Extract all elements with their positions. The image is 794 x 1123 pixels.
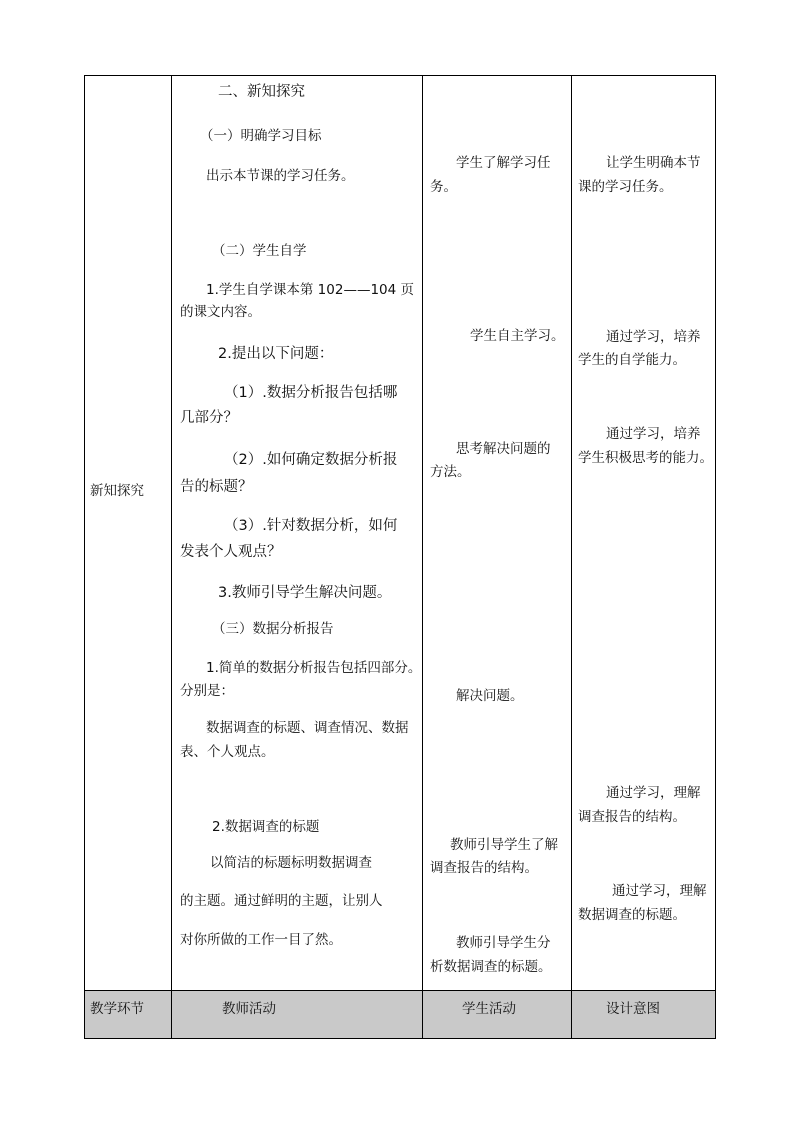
- part1-title: （一）明确学习目标: [200, 128, 322, 144]
- table-col-divider-2: [422, 75, 423, 1039]
- part3-item1-line2: 分别是：: [180, 683, 234, 699]
- part2-title: （二）学生自学: [212, 243, 307, 259]
- student-5-line2: 调查报告的结构。: [430, 860, 538, 876]
- header-teaching-stage: 教学环节: [90, 1001, 144, 1017]
- part3-item1-line4: 表、个人观点。: [180, 744, 275, 760]
- table-col-divider-1: [171, 75, 172, 1039]
- part2-item1-line2: 的课文内容。: [180, 304, 261, 320]
- question-3-line1: （3）.针对数据分析，如何: [224, 518, 398, 534]
- part3-item2-line2: 的主题。通过鲜明的主题，让别人: [180, 893, 383, 909]
- table-right-border: [715, 75, 716, 1039]
- part1-text: 出示本节课的学习任务。: [206, 168, 355, 184]
- part3-item2-line3: 对你所做的工作一目了然。: [180, 932, 342, 948]
- design-1-line1: 让学生明确本节: [606, 155, 701, 171]
- table-left-border: [84, 75, 85, 1039]
- student-5-line1: 教师引导学生了解: [450, 837, 558, 853]
- part2-item3: 3.教师引导学生解决问题。: [218, 585, 392, 601]
- question-3-line2: 发表个人观点？: [180, 544, 282, 560]
- design-5-line2: 数据调查的标题。: [578, 907, 686, 923]
- part2-item2: 2.提出以下问题：: [218, 346, 334, 362]
- question-1-line2: 几部分？: [180, 410, 238, 426]
- student-3-line2: 方法。: [430, 464, 471, 480]
- student-1-line2: 务。: [430, 179, 457, 195]
- part2-item1-line1: 1.学生自学课本第 102——104 页: [206, 282, 414, 298]
- part3-title: （三）数据分析报告: [212, 621, 334, 637]
- design-4-line2: 调查报告的结构。: [578, 809, 686, 825]
- teacher-heading: 二、新知探究: [218, 84, 305, 100]
- design-4-line1: 通过学习，理解: [606, 785, 701, 801]
- design-5-line1: 通过学习，理解: [612, 883, 707, 899]
- section-label: 新知探究: [90, 483, 144, 499]
- student-2: 学生自主学习。: [470, 328, 565, 344]
- student-6-line2: 析数据调查的标题。: [430, 959, 552, 975]
- design-2-line1: 通过学习，培养: [606, 329, 701, 345]
- design-3-line2: 学生积极思考的能力。: [578, 450, 713, 466]
- table-col-divider-3: [571, 75, 572, 1039]
- table-top-border: [84, 75, 716, 76]
- student-6-line1: 教师引导学生分: [456, 935, 551, 951]
- table-bottom-border: [84, 1038, 716, 1039]
- design-1-line2: 课的学习任务。: [578, 179, 673, 195]
- student-4: 解决问题。: [456, 688, 524, 704]
- design-3-line1: 通过学习，培养: [606, 426, 701, 442]
- question-2-line1: （2）.如何确定数据分析报: [224, 452, 398, 468]
- student-1-line1: 学生了解学习任: [456, 155, 551, 171]
- part3-item2-title: 2.数据调查的标题: [212, 819, 320, 835]
- part3-item1-line3: 数据调查的标题、调查情况、数据: [206, 720, 409, 736]
- question-2-line2: 告的标题？: [180, 479, 253, 495]
- header-teacher-activity: 教师活动: [222, 1001, 276, 1017]
- table-row-divider: [84, 990, 716, 991]
- header-student-activity: 学生活动: [462, 1001, 516, 1017]
- design-2-line2: 学生的自学能力。: [578, 352, 686, 368]
- question-1-line1: （1）.数据分析报告包括哪: [224, 385, 398, 401]
- student-3-line1: 思考解决问题的: [456, 441, 551, 457]
- header-design-intent: 设计意图: [606, 1001, 660, 1017]
- part3-item2-line1: 以简洁的标题标明数据调查: [210, 855, 372, 871]
- part3-item1-line1: 1.简单的数据分析报告包括四部分。: [206, 660, 422, 676]
